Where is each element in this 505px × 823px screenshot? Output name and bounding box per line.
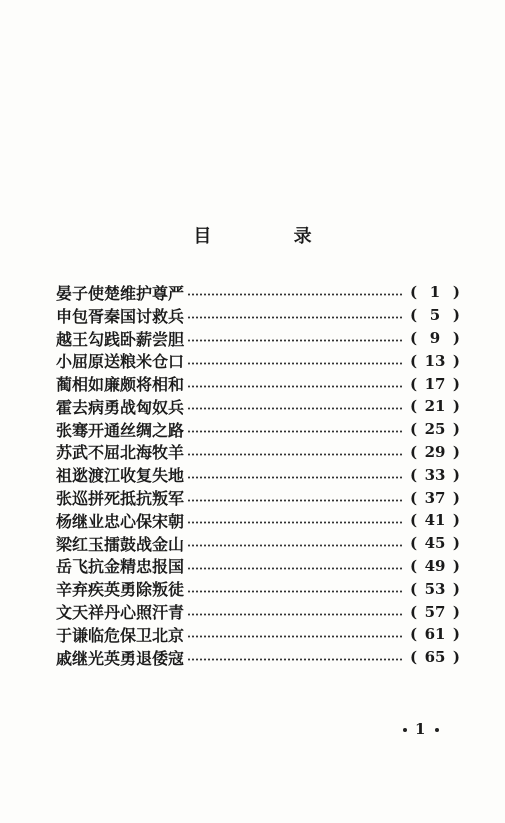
entry-page-number: 33 xyxy=(424,465,446,484)
bullet-dot xyxy=(403,728,407,732)
paren-open: ( xyxy=(410,648,418,667)
entry-title: 文天祥丹心照汗青 xyxy=(56,603,185,623)
page-number-text: 1 xyxy=(415,720,428,738)
dot-leader xyxy=(187,613,402,616)
entry-page-ref xyxy=(410,466,460,484)
toc-entry xyxy=(56,509,460,532)
dot-leader xyxy=(187,499,402,502)
dot-leader xyxy=(187,658,402,661)
entry-page-ref xyxy=(410,443,460,461)
paren-close: ) xyxy=(452,420,460,439)
entry-page-ref xyxy=(410,283,460,301)
toc-entry xyxy=(56,327,460,350)
paren-close: ) xyxy=(452,374,460,393)
toc-entry xyxy=(56,372,460,395)
entry-page-number: 25 xyxy=(424,420,446,439)
entry-title: 蔺相如廉颇将相和 xyxy=(56,375,185,395)
paren-open: ( xyxy=(410,511,418,530)
paren-close: ) xyxy=(452,442,460,461)
entry-page-number: 49 xyxy=(424,556,446,575)
paren-close: ) xyxy=(452,306,460,325)
paren-open: ( xyxy=(410,420,418,439)
toc-entry xyxy=(56,304,460,327)
entry-title: 越王勾践卧薪尝胆 xyxy=(56,329,185,349)
paren-close: ) xyxy=(452,602,460,621)
entry-title: 岳飞抗金精忠报国 xyxy=(56,557,185,577)
paren-close: ) xyxy=(452,534,460,553)
paren-close: ) xyxy=(452,579,460,598)
paren-open: ( xyxy=(410,306,418,325)
entry-page-ref xyxy=(410,352,460,370)
bullet-dot xyxy=(435,728,439,732)
paren-close: ) xyxy=(452,465,460,484)
paren-close: ) xyxy=(452,488,460,507)
entry-title: 申包胥秦国讨救兵 xyxy=(56,306,185,326)
toc-entry xyxy=(56,281,460,304)
entry-page-ref xyxy=(410,420,460,438)
footer-page-number xyxy=(395,720,447,738)
entry-page-ref xyxy=(410,375,460,393)
paren-open: ( xyxy=(410,579,418,598)
dot-leader xyxy=(187,544,402,547)
entry-title: 杨继业忠心保宋朝 xyxy=(56,511,185,531)
entry-page-number: 41 xyxy=(424,511,446,530)
toc-heading: 目 录 xyxy=(193,226,350,247)
toc-entry xyxy=(56,441,460,464)
toc-list xyxy=(56,281,460,669)
entry-page-number: 9 xyxy=(429,328,441,347)
paren-close: ) xyxy=(452,397,460,416)
paren-close: ) xyxy=(452,556,460,575)
toc-entry xyxy=(56,418,460,441)
dot-leader xyxy=(187,407,402,410)
toc-entry xyxy=(56,623,460,646)
entry-page-number: 45 xyxy=(424,534,446,553)
entry-title: 于谦临危保卫北京 xyxy=(56,625,185,645)
entry-page-ref xyxy=(410,648,460,666)
entry-page-number: 13 xyxy=(424,351,446,370)
paren-open: ( xyxy=(410,534,418,553)
dot-leader xyxy=(187,476,402,479)
paren-open: ( xyxy=(410,351,418,370)
entry-page-number: 53 xyxy=(424,579,446,598)
toc-entry xyxy=(56,555,460,578)
entry-page-number: 57 xyxy=(424,602,446,621)
paren-open: ( xyxy=(410,328,418,347)
paren-open: ( xyxy=(410,488,418,507)
entry-page-number: 37 xyxy=(424,488,446,507)
entry-title: 辛弃疾英勇除叛徒 xyxy=(56,580,185,600)
paren-close: ) xyxy=(452,648,460,667)
dot-leader xyxy=(187,590,402,593)
entry-page-ref xyxy=(410,625,460,643)
entry-page-number: 21 xyxy=(424,397,446,416)
toc-entry xyxy=(56,600,460,623)
entry-page-number: 1 xyxy=(429,283,441,302)
dot-leader xyxy=(187,293,402,296)
paren-open: ( xyxy=(410,283,418,302)
paren-close: ) xyxy=(452,328,460,347)
paren-open: ( xyxy=(410,442,418,461)
entry-title: 晏子使楚维护尊严 xyxy=(56,283,185,303)
entry-title: 戚继光英勇退倭寇 xyxy=(56,648,185,668)
paren-open: ( xyxy=(410,556,418,575)
entry-page-number: 17 xyxy=(424,374,446,393)
entry-page-ref xyxy=(410,603,460,621)
entry-title: 霍去病勇战匈奴兵 xyxy=(56,397,185,417)
entry-page-ref xyxy=(410,534,460,552)
toc-entry xyxy=(56,349,460,372)
entry-page-ref xyxy=(410,511,460,529)
toc-entry xyxy=(56,463,460,486)
entry-page-ref xyxy=(410,580,460,598)
toc-entry xyxy=(56,532,460,555)
paren-open: ( xyxy=(410,602,418,621)
dot-leader xyxy=(187,635,402,638)
paren-open: ( xyxy=(410,625,418,644)
toc-entry xyxy=(56,395,460,418)
paren-close: ) xyxy=(452,351,460,370)
entry-page-ref xyxy=(410,306,460,324)
entry-page-number: 5 xyxy=(429,306,441,325)
entry-page-number: 29 xyxy=(424,442,446,461)
dot-leader xyxy=(187,430,402,433)
toc-entry xyxy=(56,577,460,600)
paren-open: ( xyxy=(410,374,418,393)
dot-leader xyxy=(187,339,402,342)
entry-title: 梁红玉擂鼓战金山 xyxy=(56,534,185,554)
entry-title: 张骞开通丝绸之路 xyxy=(56,420,185,440)
entry-title: 苏武不屈北海牧羊 xyxy=(56,443,185,463)
dot-leader xyxy=(187,521,402,524)
entry-page-number: 61 xyxy=(424,625,446,644)
entry-page-ref xyxy=(410,557,460,575)
entry-title: 张巡拼死抵抗叛军 xyxy=(56,489,185,509)
toc-entry xyxy=(56,486,460,509)
dot-leader xyxy=(187,385,402,388)
paren-close: ) xyxy=(452,283,460,302)
entry-title: 小屈原送粮米仓口 xyxy=(56,352,185,372)
paren-open: ( xyxy=(410,465,418,484)
paren-close: ) xyxy=(452,625,460,644)
dot-leader xyxy=(187,362,402,365)
paren-close: ) xyxy=(452,511,460,530)
entry-page-ref xyxy=(410,329,460,347)
dot-leader xyxy=(187,567,402,570)
dot-leader xyxy=(187,316,402,319)
entry-title: 祖逖渡江收复失地 xyxy=(56,466,185,486)
entry-page-ref xyxy=(410,397,460,415)
entry-page-number: 65 xyxy=(424,648,446,667)
entry-page-ref xyxy=(410,489,460,507)
dot-leader xyxy=(187,453,402,456)
paren-open: ( xyxy=(410,397,418,416)
toc-entry xyxy=(56,646,460,669)
